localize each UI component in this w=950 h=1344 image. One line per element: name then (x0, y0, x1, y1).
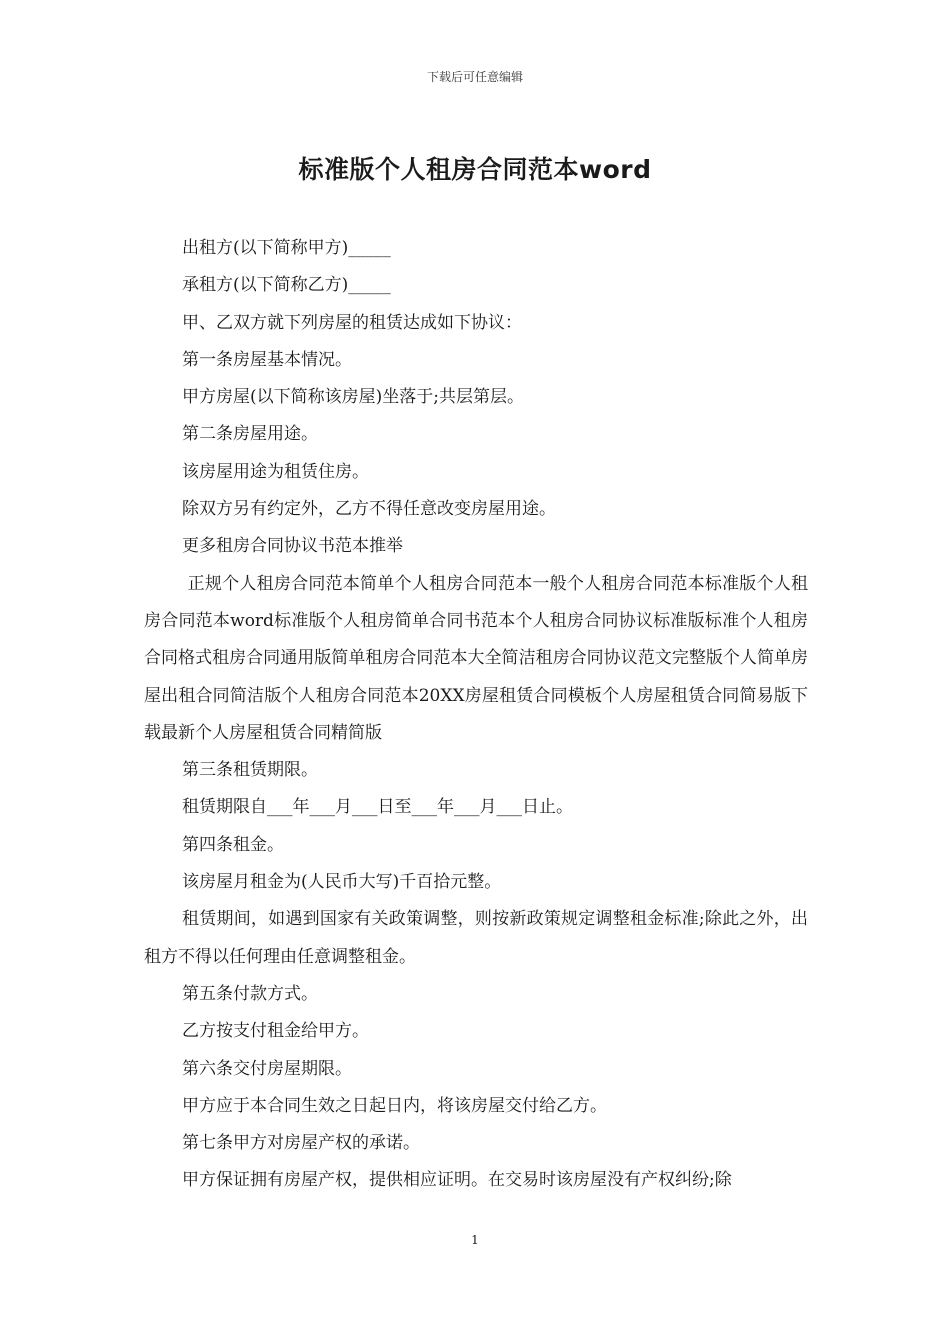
paragraph: 租赁期限自___年___月___日至___年___月___日止。 (182, 797, 573, 818)
paragraph: 承租方(以下简称乙方)_____ (182, 275, 391, 296)
paragraph: 该房屋用途为租赁住房。 (182, 461, 369, 482)
paragraph: 甲方应于本合同生效之日起日内，将该房屋交付给乙方。 (182, 1095, 607, 1116)
paragraph: 甲、乙双方就下列房屋的租赁达成如下协议： (182, 312, 522, 333)
paragraph: 第二条房屋用途。 (182, 424, 318, 445)
paragraph: 除双方另有约定外，乙方不得任意改变房屋用途。 (182, 499, 556, 520)
paragraph: 出租方(以下简称甲方)_____ (182, 238, 391, 258)
document-body (144, 230, 808, 1200)
document-title: 标准版个人租房合同范本word (298, 155, 652, 184)
paragraph: 第三条租赁期限。 (182, 760, 318, 781)
paragraph: 第五条付款方式。 (182, 983, 318, 1004)
paragraph: 租赁期间，如遇到国家有关政策调整，则按新政策规定调整租金标准;除此之外，出租方不得以任何理由任意调整租金。 (144, 909, 808, 967)
paragraph: 更多租房合同协议书范本推举 (182, 536, 403, 557)
header-note: 下载后可任意编辑 (426, 70, 523, 84)
recommendation-paragraph: 正规个人租房合同范本简单个人租房合同范本一般个人租房合同范本标准版个人租房合同范本word标准版个人租房简单合同书范本个人租房合同协议标准版标准个人租房合同格式租房合同通用版简单租房合同范本大全简洁租房合同协议范文完整版个人简单房屋出租合同简洁版个人租房合同范本20XX房屋租赁合同模板个人房屋租赁合同简易版下载最新个人房屋租赁合同精简版 (144, 573, 809, 743)
paragraph: 甲方保证拥有房屋产权，提供相应证明。在交易时该房屋没有产权纠纷;除 (182, 1170, 732, 1191)
paragraph: 乙方按支付租金给甲方。 (182, 1021, 369, 1042)
paragraph: 第七条甲方对房屋产权的承诺。 (182, 1133, 420, 1154)
paragraph: 第一条房屋基本情况。 (182, 349, 352, 370)
paragraph: 该房屋月租金为(人民币大写)千百拾元整。 (182, 872, 502, 893)
page-number: 1 (471, 1233, 479, 1247)
paragraph: 第六条交付房屋期限。 (182, 1058, 352, 1079)
paragraph: 第四条租金。 (182, 834, 284, 855)
paragraph: 甲方房屋(以下简称该房屋)坐落于;共层第层。 (182, 387, 524, 408)
